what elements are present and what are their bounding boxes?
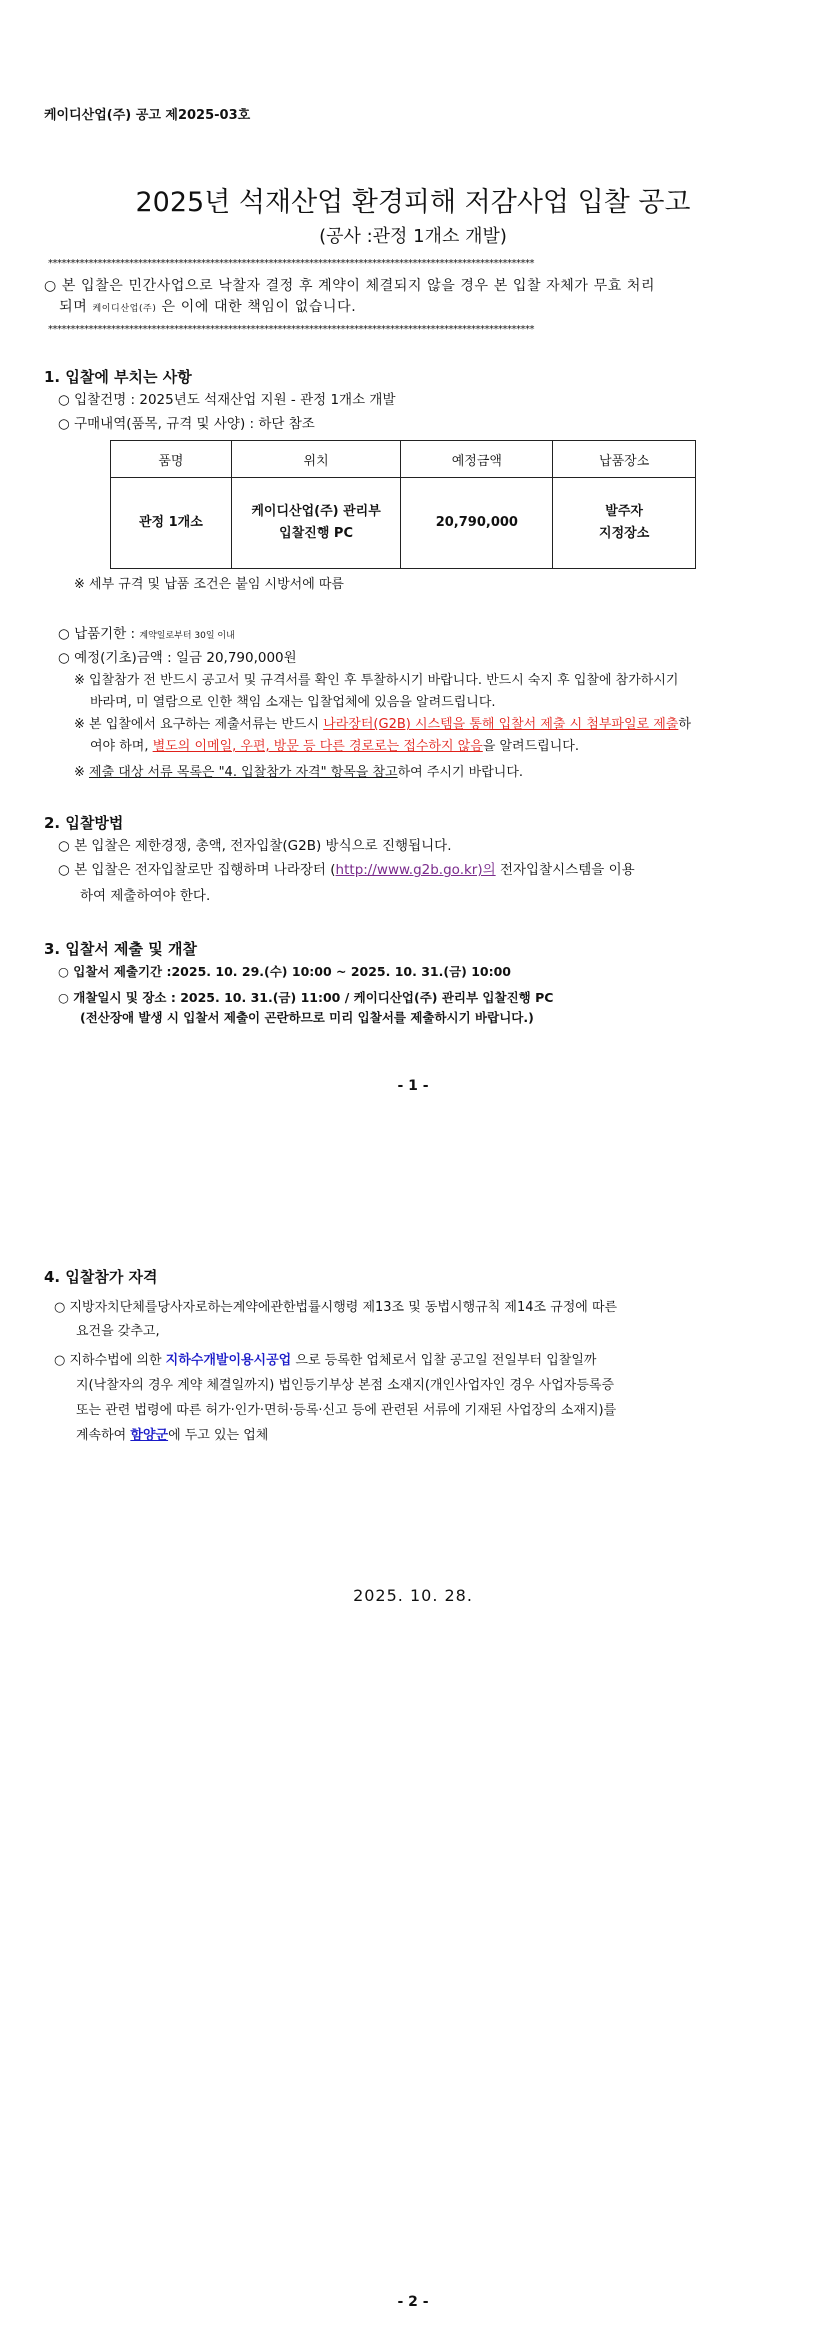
section-1-heading: 1. 입찰에 부치는 사항 [44, 368, 192, 386]
bid-table-header: 위치 [231, 441, 401, 478]
star-divider-bottom: ************************************************************************************************************ [48, 324, 534, 335]
announcement-date: 2025. 10. 28. [353, 1586, 473, 1605]
notice-line-1: ○ 본 입찰은 민간사업으로 낙찰자 결정 후 계약이 체결되지 않을 경우 본 입찰 자체가 무효 처리 [44, 278, 656, 294]
section-4-heading: 4. 입찰참가 자격 [44, 1268, 158, 1286]
doc-number: 케이디산업(주) 공고 제2025-03호 [44, 108, 251, 123]
page-title: 2025년 석재산업 환경피해 저감사업 입찰 공고 [135, 187, 691, 218]
star-divider-top: ************************************************************************************************************ [48, 258, 534, 269]
bid-table-header-row [111, 441, 696, 478]
note-1: ※ 입찰참가 전 반드시 공고서 및 규격서를 확인 후 투찰하시기 바랍니다. 반드시 숙지 후 입찰에 참가하시기 바라며, 미 열람으로 인한 책임 소재는 입찰업체에 있음을 알려드립니다. [74, 673, 679, 710]
section-2-heading: 2. 입찰방법 [44, 814, 124, 832]
page-number-2: - 2 - [397, 2294, 429, 2310]
license-type: 지하수개발이용시공업 [165, 1353, 292, 1368]
section-1-item-1: ○ 입찰건명 : 2025년도 석재산업 지원 - 관정 1개소 개발 [58, 392, 396, 408]
bid-table-header: 예정금액 [401, 441, 553, 478]
bid-table-row [111, 478, 696, 569]
section-2-item-1: ○ 본 입찰은 제한경쟁, 총액, 전자입찰(G2B) 방식으로 진행됩니다. [58, 838, 452, 854]
bid-table-cell-item: 관정 1개소 [111, 478, 232, 569]
section-1-item-2: ○ 구매내역(품목, 규격 및 사양) : 하단 참조 [58, 416, 315, 432]
region-name: 함양군 [130, 1428, 169, 1443]
g2b-link[interactable]: http://www.g2b.go.kr)의 [335, 862, 496, 878]
section-3-item-1: ○ 입찰서 제출기간 :2025. 10. 29.(수) 10:00 ~ 2025. 10. 31.(금) 10:00 [58, 964, 512, 979]
bid-table-cell-location: 케이디산업(주) 관리부 입찰진행 PC [231, 478, 401, 569]
note-3: ※ 제출 대상 서류 목록은 "4. 입찰참가 자격" 항목을 참고하여 주시기 바랍니다. [74, 765, 524, 780]
bid-table-cell-amount: 20,790,000 [401, 478, 553, 569]
bid-table-cell-place: 발주자 지정장소 [553, 478, 696, 569]
bid-table-header: 납품장소 [553, 441, 696, 478]
notice-company-small: 케이디산업(주) [92, 304, 157, 314]
section-3-heading: 3. 입찰서 제출 및 개찰 [44, 940, 197, 958]
bid-table-header: 품명 [111, 441, 232, 478]
section-4-item-2: ○ 지하수법에 의한 지하수개발이용시공업 으로 등록한 업체로서 입찰 공고일 전일부터 입찰일까 지(낙찰자의 경우 계약 체결일까지) 법인등기부상 본점 소재지(개인사업자인 경우 사업자등록증 또는 관련 법령에 따른 허가·인가·면허·등록·신고 등에 관련된 서류에 기재된 사업장의 소재지)를 계속하여 함양군에 두고 있는 업체 [54, 1353, 617, 1443]
page-subtitle: (공사 :관정 1개소 개발) [319, 226, 507, 247]
table-note: ※ 세부 규격 및 납품 조건은 붙임 시방서에 따름 [74, 577, 344, 592]
section-4-item-1: ○ 지방자치단체를당사자로하는계약에관한법률시행령 제13조 및 동법시행규칙 제14조 규정에 따른 요건을 갖추고, [54, 1300, 618, 1339]
delivery-deadline: ○ 납품기한 : 계약일로부터 30일 이내 [58, 626, 235, 642]
section-3-item-2: ○ 개찰일시 및 장소 : 2025. 10. 31.(금) 11:00 / 케이디산업(주) 관리부 입찰진행 PC [58, 990, 554, 1005]
notice-line-2: 되며 케이디산업(주) 은 이에 대한 책임이 없습니다. [59, 299, 357, 315]
estimated-price: ○ 예정(기초)금액 : 일금 20,790,000원 [58, 650, 297, 666]
note-2: ※ 본 입찰에서 요구하는 제출서류는 반드시 나라장터(G2B) 시스템을 통해 입찰서 제출 시 첨부파일로 제출하 여야 하며, 별도의 이메일, 우편, 방문 등 다른 경로로는 접수하지 않음을 알려드립니다. [74, 717, 691, 754]
section-3-item-2-note: (전산장애 발생 시 입찰서 제출이 곤란하므로 미리 입찰서를 제출하시기 바랍니다.) [80, 1010, 534, 1025]
section-2-item-2: ○ 본 입찰은 전자입찰로만 집행하며 나라장터 (http://www.g2b.go.kr)의 전자입찰시스템을 이용 하여 제출하여야 한다. [58, 862, 635, 904]
bid-table [110, 440, 696, 569]
page-number-1: - 1 - [397, 1078, 429, 1094]
notice-box [44, 276, 776, 320]
